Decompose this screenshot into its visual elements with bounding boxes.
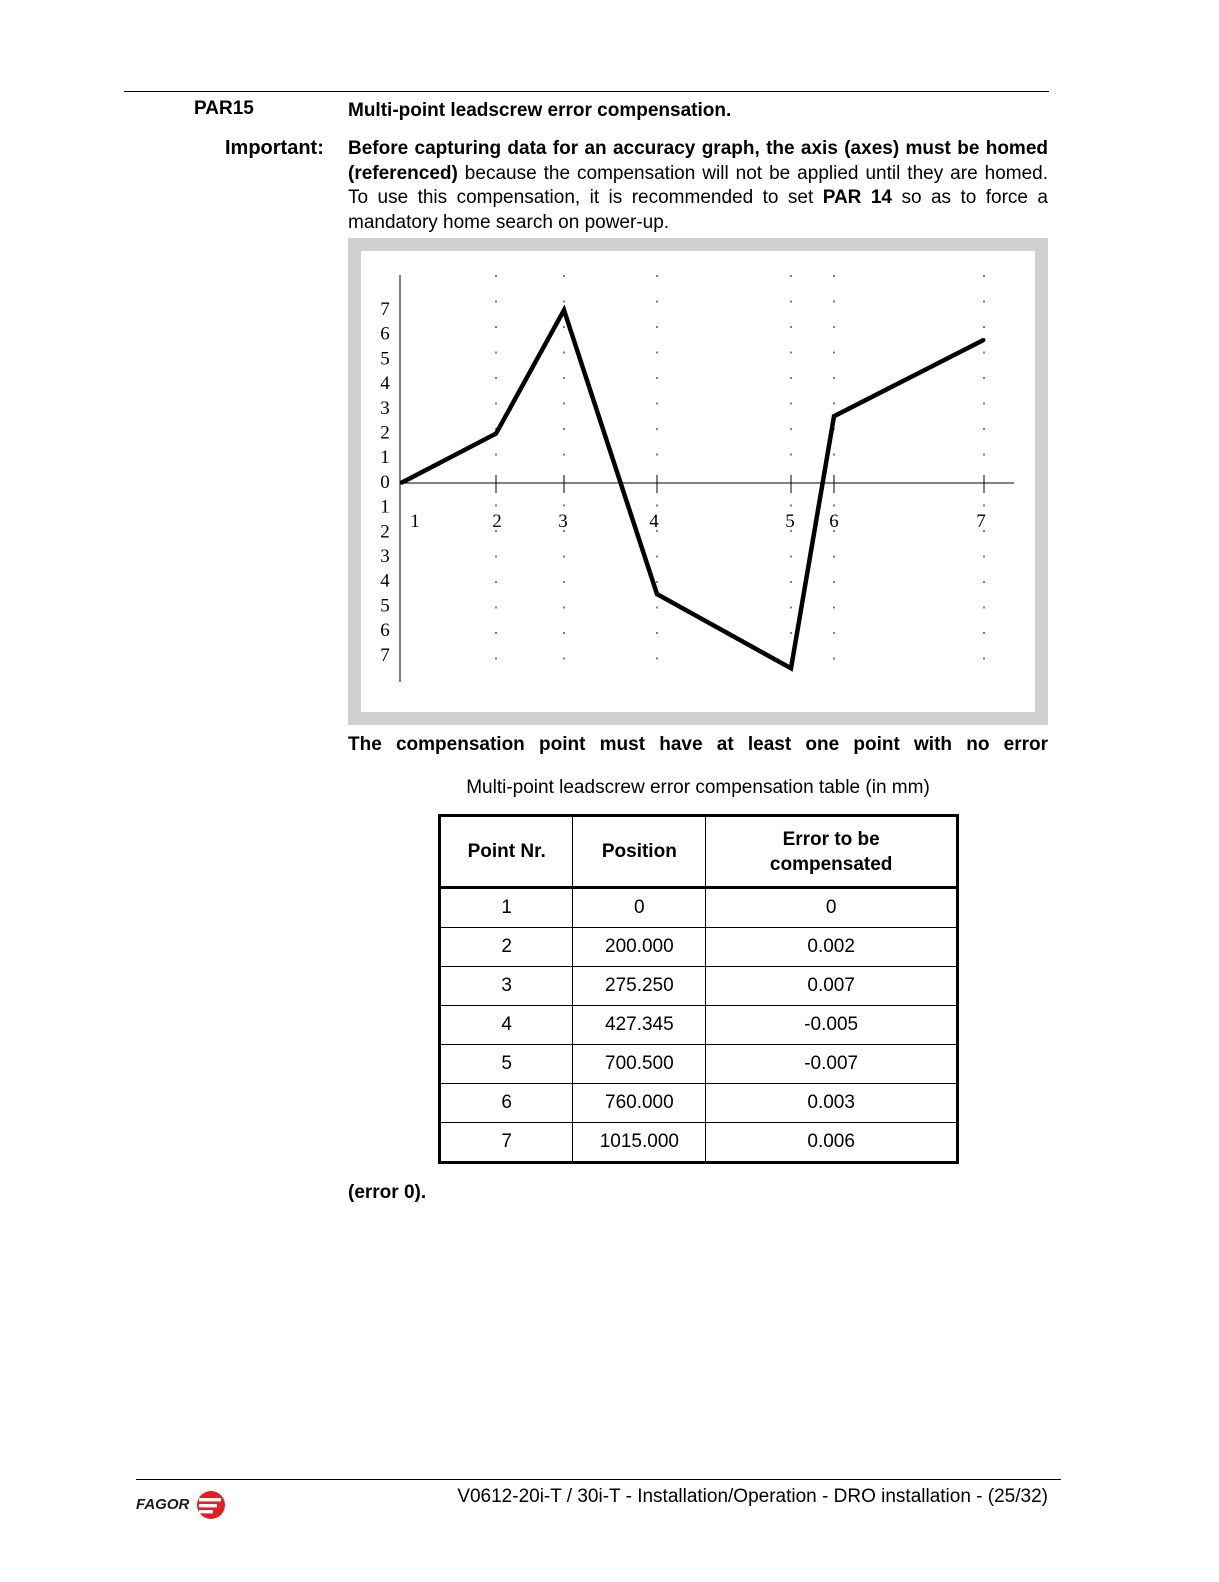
header-point-nr: Point Nr. <box>440 816 573 888</box>
y-tick-label: 3 <box>380 546 390 567</box>
cell-point: 1 <box>440 888 573 928</box>
table-row <box>440 1006 958 1045</box>
x-tick-label: 6 <box>829 511 839 532</box>
chart-frame <box>348 238 1048 725</box>
cell-error: 0 <box>706 888 958 928</box>
table-row <box>440 967 958 1006</box>
x-tick-label: 2 <box>492 511 502 532</box>
cell-position: 760.000 <box>573 1084 706 1123</box>
data-point <box>656 593 659 596</box>
cell-position: 0 <box>573 888 706 928</box>
header-rule <box>124 91 1049 92</box>
cell-error: -0.005 <box>706 1006 958 1045</box>
table-row <box>440 1123 958 1163</box>
x-tick-label: 1 <box>410 511 420 532</box>
y-tick-label: 7 <box>380 299 390 320</box>
parameter-label: PAR15 <box>194 98 254 119</box>
x-tick-label: 3 <box>558 511 568 532</box>
x-tick-label: 7 <box>976 511 986 532</box>
cell-point: 6 <box>440 1084 573 1123</box>
data-point <box>495 432 498 435</box>
cell-error: 0.003 <box>706 1084 958 1123</box>
data-point <box>790 667 793 670</box>
cell-error: 0.002 <box>706 928 958 967</box>
table-row <box>440 928 958 967</box>
chart-panel <box>361 251 1035 712</box>
table-row <box>440 888 958 928</box>
x-tick-label: 4 <box>649 511 659 532</box>
fagor-logo <box>136 1488 228 1527</box>
cell-position: 1015.000 <box>573 1123 706 1163</box>
cell-position: 427.345 <box>573 1006 706 1045</box>
y-tick-label: 0 <box>380 471 390 493</box>
footer-text: V0612-20i-T / 30i-T - Installation/Operation - DRO installation - (25/32) <box>457 1486 1048 1507</box>
x-tick-label: 5 <box>785 511 795 532</box>
important-paragraph <box>348 137 1048 235</box>
table-row <box>440 1084 958 1123</box>
cell-position: 200.000 <box>573 928 706 967</box>
data-point <box>983 338 986 341</box>
important-text-end: so as to force a mandatory home search on power-up. <box>348 187 1049 233</box>
compensation-table <box>438 814 959 1164</box>
y-tick-label: 4 <box>380 373 390 395</box>
y-tick-label: 2 <box>380 422 390 444</box>
cell-point: 2 <box>440 928 573 967</box>
cell-point: 5 <box>440 1045 573 1084</box>
y-tick-label: 5 <box>380 348 390 370</box>
cell-position: 700.500 <box>573 1045 706 1084</box>
y-tick-label: 1 <box>380 447 390 469</box>
error-note: (error 0). <box>348 1182 427 1203</box>
y-tick-label: 7 <box>380 644 390 666</box>
header-error: Error to be compensated <box>706 816 958 888</box>
cell-position: 275.250 <box>573 967 706 1006</box>
y-tick-label: 4 <box>380 570 390 592</box>
table-caption: Multi-point leadscrew error compensation table (in mm) <box>466 777 930 798</box>
y-tick-label: 1 <box>380 496 390 518</box>
important-text: because the compensation will not be applied until they are homed. To use this compensation, it is recommended to set <box>348 162 1048 208</box>
data-point <box>563 309 566 312</box>
cell-point: 3 <box>440 967 573 1006</box>
error-series-line <box>401 310 984 668</box>
cell-point: 7 <box>440 1123 573 1163</box>
cell-error: -0.007 <box>706 1045 958 1084</box>
cell-point: 4 <box>440 1006 573 1045</box>
par14-reference: PAR 14 <box>822 187 892 208</box>
error-chart <box>361 251 1035 712</box>
data-point <box>400 482 403 485</box>
cell-error: 0.006 <box>706 1123 958 1163</box>
footer-rule <box>136 1479 1061 1480</box>
y-tick-label: 5 <box>380 595 390 617</box>
data-point <box>833 415 836 418</box>
y-tick-label: 6 <box>380 620 390 642</box>
y-tick-label: 2 <box>380 521 390 543</box>
y-tick-label: 6 <box>380 323 390 345</box>
table-row <box>440 1045 958 1084</box>
important-bold-text: Before capturing data for an accuracy graph, the axis (axes) must be homed (referenced) <box>348 138 1048 184</box>
y-tick-label: 3 <box>380 397 390 419</box>
svg-text:FAGOR: FAGOR <box>136 1496 190 1513</box>
section-title: Multi-point leadscrew error compensation. <box>348 100 732 121</box>
table-header-row <box>440 816 958 888</box>
chart-caption: The compensation point must have at least one point with no error <box>348 734 1048 755</box>
header-position: Position <box>573 816 706 888</box>
cell-error: 0.007 <box>706 967 958 1006</box>
important-label: Important: <box>225 137 324 159</box>
